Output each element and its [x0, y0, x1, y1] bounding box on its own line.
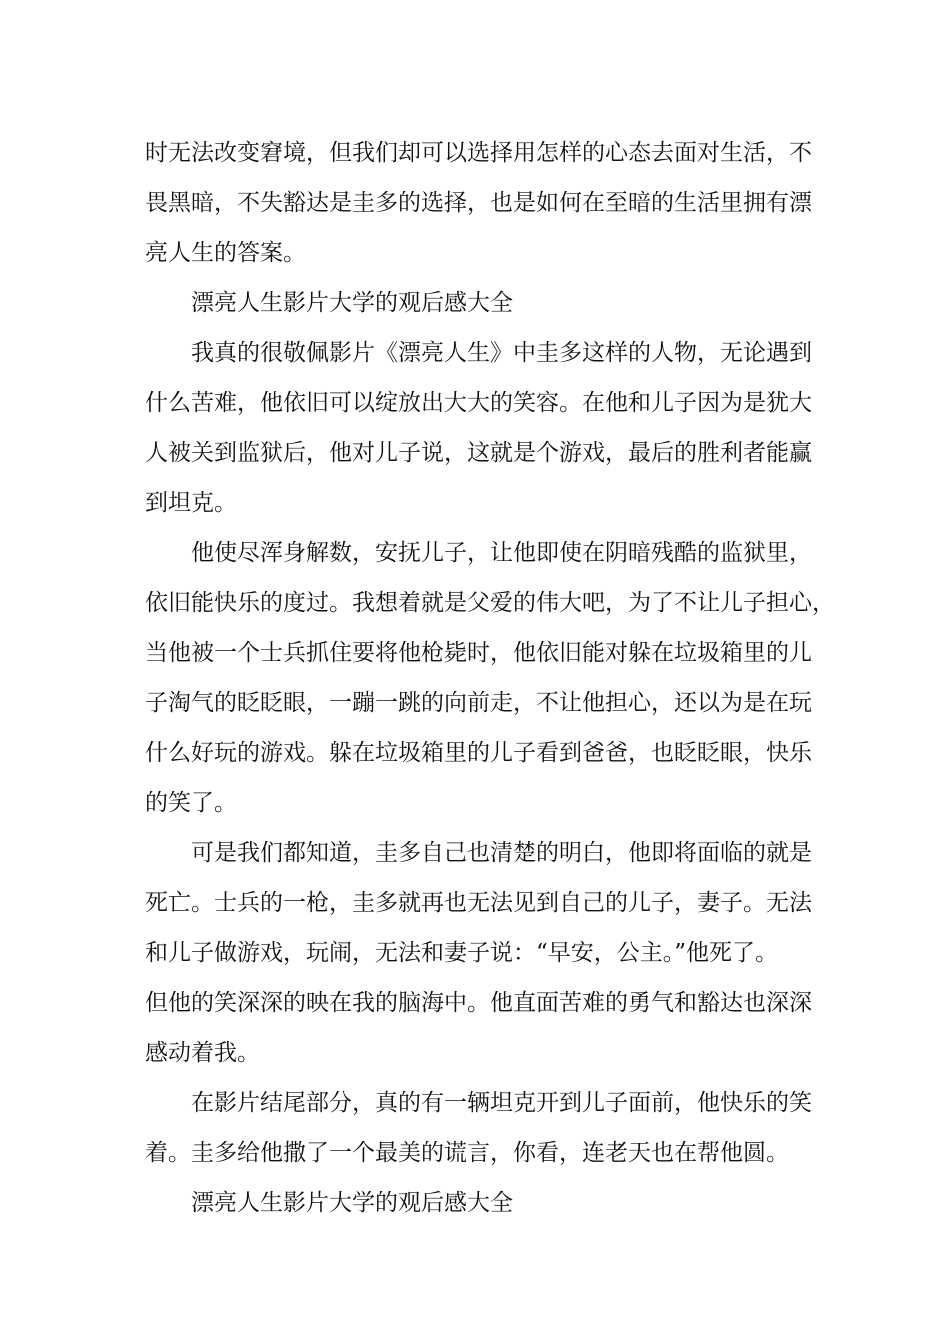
text-line: 什么好玩的游戏。躲在垃圾箱里的儿子看到爸爸，也眨眨眼，快乐 — [145, 740, 812, 766]
text-line: 什么苦难，他依旧可以绽放出大大的笑容。在他和儿子因为是犹大 — [145, 390, 812, 416]
document-body — [145, 128, 835, 1228]
text-line: 时无法改变窘境，但我们却可以选择用怎样的心态去面对生活，不 — [145, 140, 812, 166]
text-line: 当他被一个士兵抓住要将他枪毙时，他依旧能对躲在垃圾箱里的儿 — [145, 640, 812, 666]
text-line: 他使尽浑身解数，安抚儿子，让他即使在阴暗残酷的监狱里， — [191, 540, 812, 566]
text-line: 的笑了。 — [145, 790, 237, 816]
text-line: 我真的很敬佩影片《漂亮人生》中圭多这样的人物，无论遇到 — [191, 340, 812, 366]
text-line: 着。圭多给他撒了一个最美的谎言，你看，连老天也在帮他圆。 — [145, 1140, 789, 1166]
text-line: 子淘气的眨眨眼，一蹦一跳的向前走，不让他担心，还以为是在玩 — [145, 690, 812, 716]
text-line: 死亡。士兵的一枪，圭多就再也无法见到自己的儿子，妻子。无法 — [145, 890, 812, 916]
text-line: 到坦克。 — [145, 490, 237, 516]
text-line: 可是我们都知道，圭多自己也清楚的明白，他即将面临的就是 — [191, 840, 812, 866]
text-line: 和儿子做游戏，玩闹，无法和妻子说：“早安，公主。”他死了。 — [145, 940, 779, 966]
text-line: 人被关到监狱后，他对儿子说，这就是个游戏，最后的胜利者能赢 — [145, 440, 812, 466]
text-line: 依旧能快乐的度过。我想着就是父爱的伟大吧，为了不让儿子担心， — [145, 590, 835, 616]
text-line: 亮人生的答案。 — [145, 240, 306, 266]
section-heading: 漂亮人生影片大学的观后感大全 — [191, 290, 513, 316]
section-heading: 漂亮人生影片大学的观后感大全 — [191, 1190, 513, 1216]
text-line: 感动着我。 — [145, 1040, 260, 1066]
text-line: 但他的笑深深的映在我的脑海中。他直面苦难的勇气和豁达也深深 — [145, 990, 812, 1016]
text-line: 在影片结尾部分，真的有一辆坦克开到儿子面前，他快乐的笑 — [191, 1090, 812, 1116]
text-line: 畏黑暗，不失豁达是圭多的选择，也是如何在至暗的生活里拥有漂 — [145, 190, 812, 216]
